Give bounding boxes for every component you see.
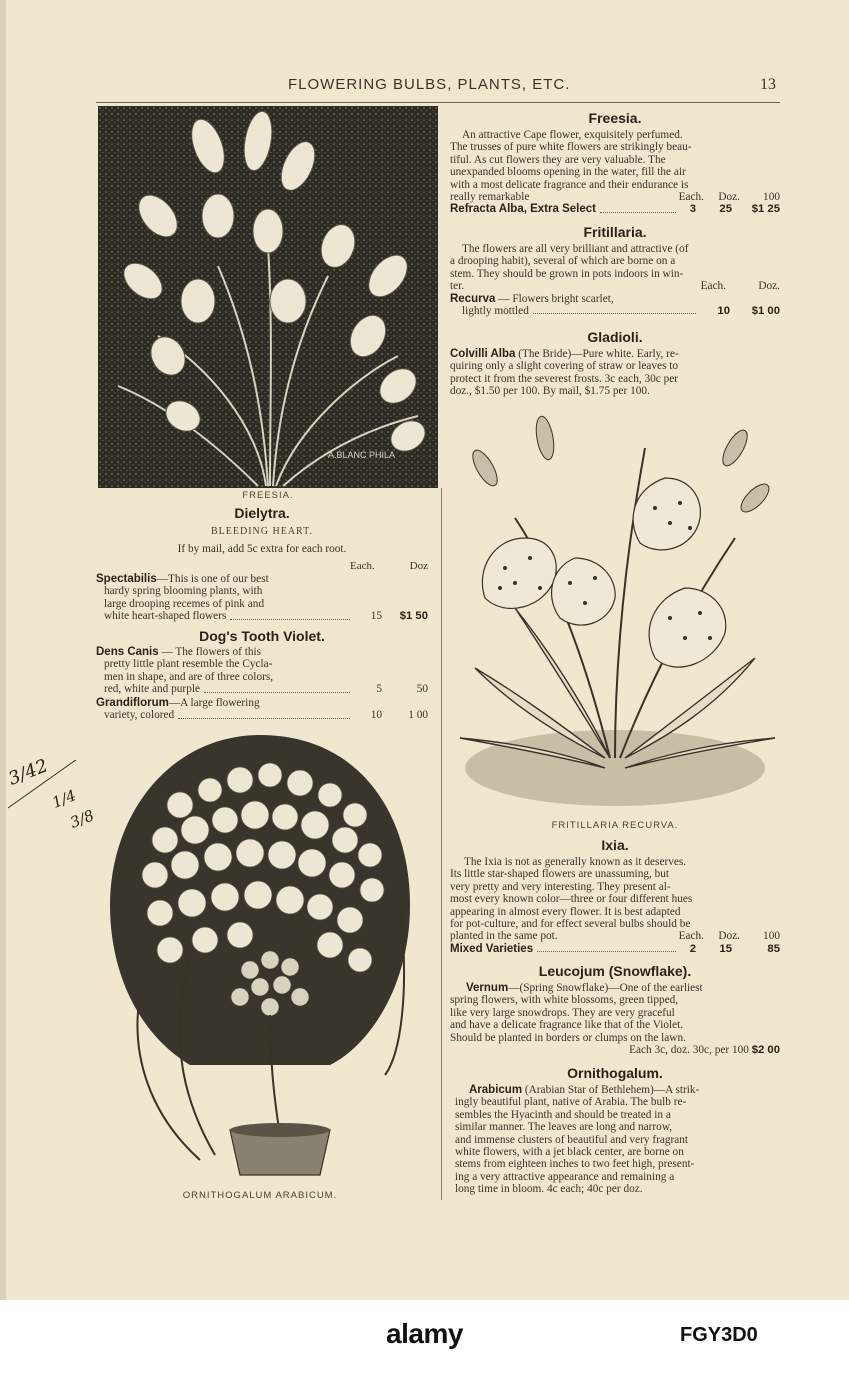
leucojum-price — [450, 1044, 780, 1056]
col-doz: Doz. — [758, 280, 780, 293]
freesia-caption: FREESIA. — [242, 490, 294, 501]
item-name: Vernum — [466, 982, 509, 994]
fritillaria-caption: FRITILLARIA RECURVA. — [551, 820, 679, 831]
text-line: very pretty and very interesting. They present al- — [450, 880, 671, 893]
text-line: The flowers are all very brilliant and attractive (of — [462, 243, 689, 255]
text-line: most every known color—three or four different hues — [450, 893, 693, 906]
handwritten-margin-note — [5, 755, 98, 850]
stock-id: FGY3D0 — [680, 1324, 758, 1346]
header-rule — [96, 102, 780, 103]
col-each: Each. — [678, 930, 704, 943]
text-line: unexpanded blooms opening in the water, fill the air — [450, 166, 686, 179]
text-line: a drooping habit), several of which are borne on a — [450, 255, 676, 268]
price-each: 10 — [717, 305, 730, 318]
price-each: 15 — [370, 610, 382, 623]
col-doz: Doz. — [718, 191, 740, 204]
item-desc: large drooping recemes of pink and — [104, 597, 265, 610]
text-line: and immense clusters of beautiful and very fragrant — [455, 1133, 689, 1146]
col-doz: Doz. — [718, 930, 740, 943]
leucojum-title: Leucojum (Snowflake). — [538, 963, 692, 979]
text-line: ter. — [450, 280, 465, 293]
leucojum-text — [450, 982, 780, 1056]
ixia-title: Ixia. — [601, 837, 629, 853]
text-line: long time in bloom. 4c each; 40c per doz. — [455, 1183, 643, 1196]
text-line: for pot-culture, and for effect several bulbs should be — [450, 918, 691, 931]
list-item-dens-canis — [96, 646, 428, 696]
col-each: Each. — [678, 191, 704, 204]
text-line: stem. They should be grown in pots indoors in win- — [450, 267, 684, 280]
text-line: white flowers, with a jet black center, are borne on — [455, 1146, 684, 1159]
item-desc: — Flowers bright scarlet, — [495, 292, 614, 305]
ornithogalum-caption: ORNITHOGALUM ARABICUM. — [182, 1190, 338, 1201]
price-doz: 50 — [416, 683, 428, 696]
text-line: planted in the same pot. — [450, 930, 558, 943]
item-name: Colvilli Alba — [450, 348, 516, 360]
running-head — [0, 76, 849, 98]
freesia-title: Freesia. — [588, 110, 642, 126]
col-100: 100 — [763, 191, 780, 204]
dielytra-title: Dielytra. — [234, 505, 290, 521]
price-doz: 25 — [719, 203, 732, 216]
item-desc: lightly mottled — [462, 305, 529, 318]
ornithogalum-text — [455, 1084, 783, 1196]
price-each: 5 — [376, 683, 382, 696]
ornithogalum-illustration — [100, 735, 420, 1185]
text-line: tiful. As cut flowers they are very valuable. The — [450, 153, 666, 166]
text-line: ing a very attractive appearance and remaining a — [455, 1170, 675, 1183]
text-line: protect it from the severest frosts. 3c each, 30c per — [450, 372, 679, 385]
item-desc: —A large flowering — [168, 697, 260, 709]
text-line: stems from eighteen inches to two feet high, present- — [455, 1158, 695, 1171]
col-each: Each. — [700, 280, 726, 293]
price-each: 2 — [689, 942, 696, 955]
list-item-recurva — [450, 305, 780, 317]
col-each: Each. — [350, 560, 375, 572]
ornithogalum-title: Ornithogalum. — [567, 1065, 663, 1081]
item-desc: men in shape, and are of three colors, — [104, 670, 274, 683]
fritillaria-text — [450, 243, 780, 317]
text-line: An attractive Cape flower, exquisitely perfumed. — [462, 129, 683, 141]
item-name: Grandiflorum — [96, 697, 169, 709]
text-line: spring flowers, with white blossoms, green tipped, — [450, 994, 679, 1007]
list-item-refracta-alba — [450, 203, 780, 215]
gladioli-title: Gladioli. — [587, 329, 643, 345]
text-line: Should be planted in borders or clumps on the lawn. — [450, 1031, 686, 1044]
item-desc: pretty little plant resemble the Cycla- — [104, 658, 273, 671]
text-line: really remarkable — [450, 191, 530, 204]
col-doz: Doz — [409, 560, 428, 572]
brand-logo: alamy — [386, 1318, 463, 1349]
item-desc: red, white and purple — [104, 683, 200, 696]
margin-note-line: 1/4 — [49, 786, 79, 812]
text-line: The Ixia is not as generally known as it deserves. — [464, 856, 687, 868]
freesia-engraving — [98, 106, 438, 488]
page-edge — [0, 0, 6, 1300]
price-100: $2 00 — [751, 1044, 780, 1057]
artist-signature: A.BLANC PHILA — [328, 450, 396, 460]
item-desc: white heart-shaped flowers — [104, 610, 227, 623]
item-desc: hardy spring blooming plants, with — [104, 585, 263, 598]
dielytra-mail-note: If by mail, add 5c extra for each root. — [177, 543, 347, 555]
item-name: Spectabilis — [96, 573, 157, 585]
item-desc: —This is one of our best — [156, 573, 269, 585]
fritillaria-illustration — [455, 408, 780, 813]
list-item-spectabilis — [96, 573, 428, 623]
price-100: $1 25 — [751, 203, 780, 216]
ixia-text — [450, 856, 780, 955]
price-doz: $1 00 — [751, 305, 780, 318]
item-name: Refracta Alba, Extra Select — [450, 203, 596, 216]
freesia-illustration — [98, 106, 438, 488]
item-name: Recurva — [450, 292, 496, 305]
col-100: 100 — [763, 930, 780, 943]
price-each: 10 — [370, 709, 382, 722]
item-name: Arabicum — [469, 1084, 523, 1096]
text-line: and have a delicate fragrance like that of the Violet. — [450, 1019, 684, 1032]
text-line: (The Bride)—Pure white. Early, re- — [515, 348, 679, 360]
text-line: Its little star-shaped flowers are unassuming, but — [450, 868, 670, 881]
price-each: 3 — [689, 203, 696, 216]
price-doz: 15 — [719, 942, 732, 955]
price-100: 85 — [767, 942, 780, 955]
fritillaria-title: Fritillaria. — [583, 224, 647, 240]
list-item-grandiflorum — [96, 697, 428, 722]
text-line: with a most delicate fragrance and their endurance is — [450, 178, 689, 191]
text-line: —(Spring Snowflake)—One of the earliest — [508, 982, 703, 994]
item-name: Mixed Varieties — [450, 942, 534, 955]
text-line: (Arabian Star of Bethlehem)—A strik- — [522, 1084, 700, 1096]
margin-note-line: 3/8 — [67, 806, 97, 832]
gladioli-text — [450, 348, 780, 398]
freesia-text — [450, 129, 780, 216]
text-line: The trusses of pure white flowers are strikingly beau- — [450, 141, 692, 154]
item-name: Dens Canis — [96, 646, 159, 658]
text-line: like very large snowdrops. They are very graceful — [450, 1006, 675, 1019]
list-item-mixed-varieties — [450, 943, 780, 955]
text-line: doz., $1.50 per 100. By mail, $1.75 per 100. — [450, 385, 650, 398]
dogs-tooth-title: Dog's Tooth Violet. — [199, 628, 325, 644]
dielytra-subtitle: BLEEDING HEART. — [211, 526, 313, 537]
price-doz: $1 50 — [399, 610, 428, 623]
text-line: appearing in almost every flower. It is best adapted — [450, 905, 681, 918]
text-line: quiring only a slight covering of straw or leaves to — [450, 360, 679, 373]
page-number: 13 — [760, 76, 776, 93]
item-desc: — The flowers of this — [158, 646, 262, 658]
text-line: sembles the Hyacinth and should be treated in a — [455, 1108, 671, 1121]
dielytra-column-headers — [350, 560, 428, 572]
running-title: FLOWERING BULBS, PLANTS, ETC. — [288, 76, 571, 93]
margin-note-line: 3/42 — [5, 755, 51, 790]
item-desc: variety, colored — [104, 709, 175, 722]
text-line: similar manner. The leaves are long and narrow, — [455, 1121, 673, 1134]
column-divider — [441, 488, 442, 1200]
price-text: Each 3c, doz. 30c, per 100 — [629, 1044, 749, 1057]
text-line: ingly beautiful plant, native of Arabia. The bulb re- — [455, 1096, 687, 1109]
price-doz: 1 00 — [408, 709, 428, 722]
